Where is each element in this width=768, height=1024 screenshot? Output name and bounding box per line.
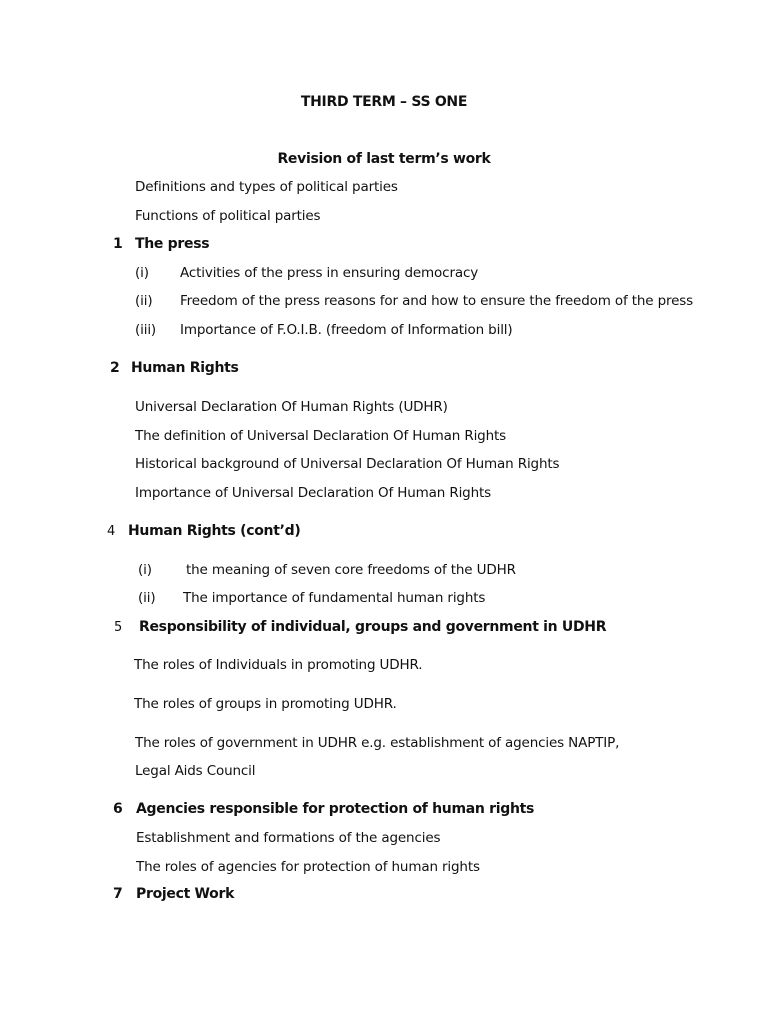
section-title: Agencies responsible for protection of human rights bbox=[136, 801, 535, 817]
section-number: 2 bbox=[110, 360, 120, 376]
list-item: the meaning of seven core freedoms of the UDHR bbox=[186, 562, 516, 578]
list-item: Importance of F.O.I.B. (freedom of Information bill) bbox=[180, 322, 513, 338]
list-marker: (iii) bbox=[135, 322, 157, 338]
section-number: 6 bbox=[113, 801, 123, 817]
section-title: The press bbox=[135, 236, 210, 252]
list-item: Activities of the press in ensuring democracy bbox=[180, 265, 479, 281]
section-title: Responsibility of individual, groups and government in UDHR bbox=[139, 619, 607, 635]
revision-heading: Revision of last term’s work bbox=[277, 151, 491, 167]
section-number: 5 bbox=[114, 620, 123, 635]
section-title: Project Work bbox=[136, 886, 235, 902]
list-marker: (i) bbox=[135, 265, 149, 281]
list-item: Universal Declaration Of Human Rights (UDHR) bbox=[135, 399, 448, 415]
page-title: THIRD TERM – SS ONE bbox=[300, 94, 468, 110]
list-item: Establishment and formations of the agencies bbox=[136, 830, 441, 846]
list-item: The importance of fundamental human rights bbox=[183, 590, 486, 606]
list-item: The roles of agencies for protection of human rights bbox=[136, 859, 480, 875]
list-marker: (ii) bbox=[138, 590, 156, 606]
revision-item: Functions of political parties bbox=[135, 208, 321, 224]
list-item: Freedom of the press reasons for and how to ensure the freedom of the press bbox=[180, 293, 694, 309]
section-title: Human Rights bbox=[131, 360, 239, 376]
list-item: The roles of groups in promoting UDHR. bbox=[134, 696, 397, 712]
section-number: 4 bbox=[107, 524, 116, 539]
section-number: 7 bbox=[113, 886, 123, 902]
list-item: The definition of Universal Declaration Of Human Rights bbox=[135, 428, 507, 444]
list-item: Importance of Universal Declaration Of Human Rights bbox=[135, 485, 492, 501]
list-item: Historical background of Universal Declaration Of Human Rights bbox=[135, 456, 560, 472]
list-item: The roles of government in UDHR e.g. establishment of agencies NAPTIP, bbox=[135, 735, 620, 751]
list-marker: (ii) bbox=[135, 293, 153, 309]
section-title: Human Rights (cont’d) bbox=[128, 523, 301, 539]
list-item: Legal Aids Council bbox=[135, 763, 256, 779]
list-item: The roles of Individuals in promoting UDHR. bbox=[134, 657, 423, 673]
list-marker: (i) bbox=[138, 562, 152, 578]
section-number: 1 bbox=[113, 236, 123, 252]
revision-item: Definitions and types of political parties bbox=[135, 179, 398, 195]
